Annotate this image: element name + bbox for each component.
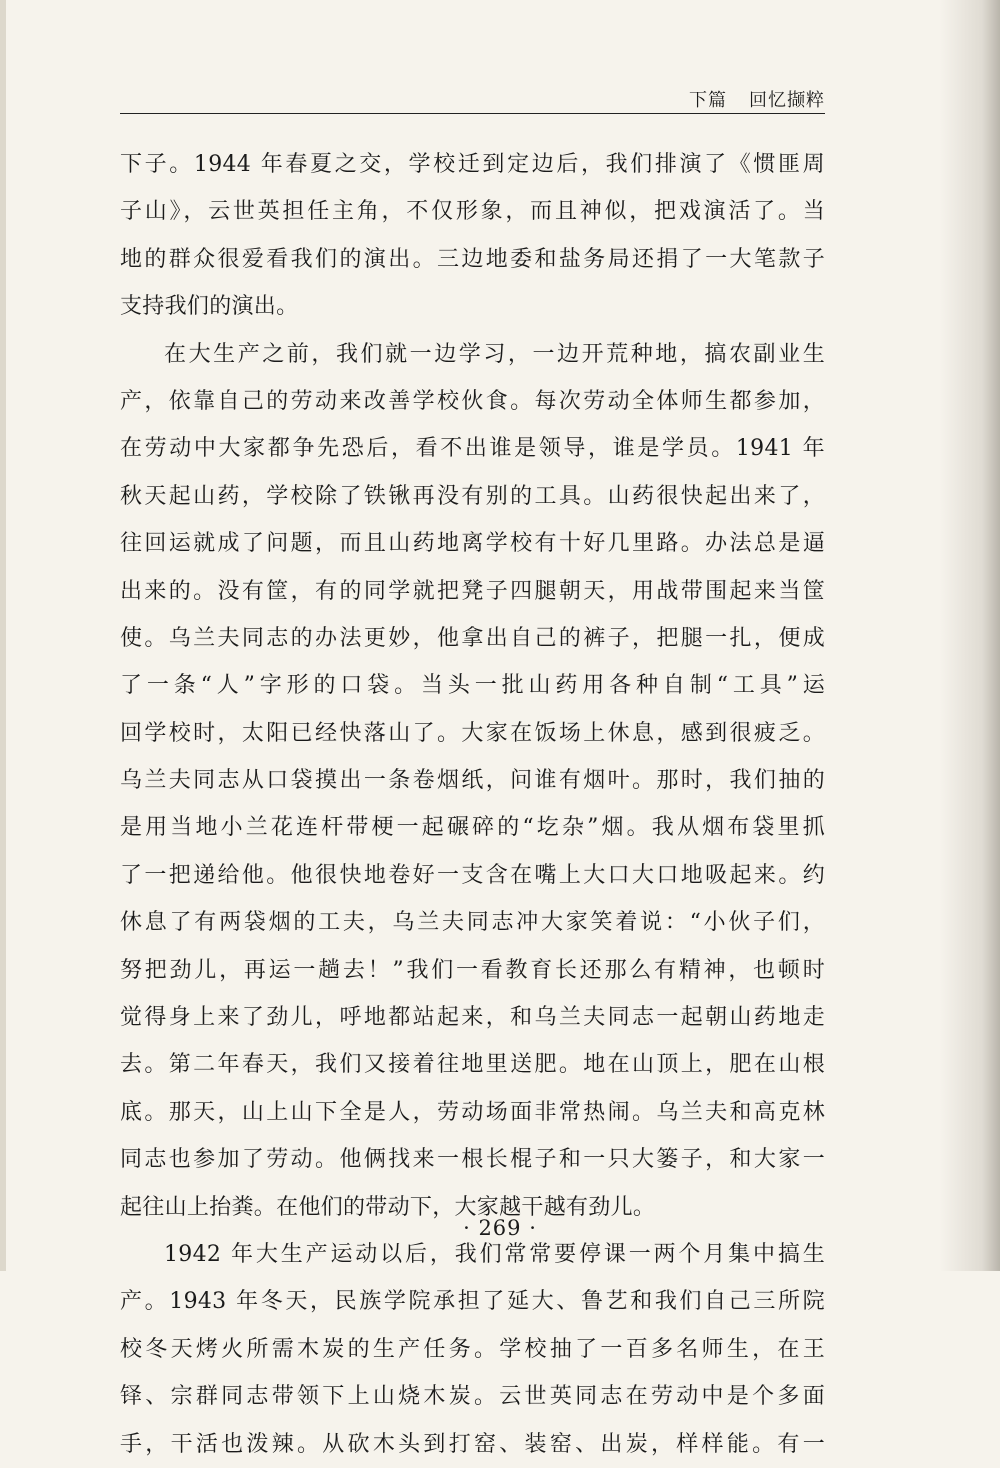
running-header [120, 80, 825, 114]
text-line: 校冬天烤火所需木炭的生产任务。学校抽了一百多名师生，在王 [120, 1336, 825, 1362]
text-line: 下子。1944 年春夏之交，学校迁到定边后，我们排演了《惯匪周 [120, 152, 825, 177]
header-text [689, 86, 825, 112]
text-line: 在劳动中大家都争先恐后，看不出谁是领导，谁是学员。1941 年 [120, 436, 825, 462]
text-line: 秋天起山药，学校除了铁锹再没有别的工具。山药很快起出来了， [120, 483, 825, 509]
page-gutter-shadow [940, 0, 1000, 1271]
text-line: 子山》，云世英担任主角，不仅形象，而且神似，把戏演活了。当 [120, 199, 825, 225]
text-line: 支持我们的演出。 [120, 294, 299, 320]
text-line: 使。乌兰夫同志的办法更妙，他拿出自己的裤子，把腿一扎，便成 [120, 625, 825, 651]
text-line: 1942 年大生产运动以后，我们常常要停课一两个月集中搞生 [164, 1241, 825, 1267]
text-line: 回学校时，太阳已经快落山了。大家在饭场上休息，感到很疲乏。 [120, 720, 825, 746]
header-part: 下篇 [689, 90, 727, 111]
page-edge [0, 0, 6, 1271]
text-line: 往回运就成了问题，而且山药地离学校有十好几里路。办法总是逼 [120, 531, 825, 557]
text-line: 同志也参加了劳动。他俩找来一根长棍子和一只大篓子，和大家一 [120, 1147, 825, 1173]
text-line: 了一把递给他。他很快地卷好一支含在嘴上大口大口地吸起来。约 [120, 862, 825, 888]
text-line: 了一条“人”字形的口袋。当头一批山药用各种自制“工具”运 [120, 673, 825, 699]
body-text [120, 141, 825, 1468]
text-line: 乌兰夫同志从口袋摸出一条卷烟纸，问谁有烟叶。那时，我们抽的 [120, 768, 825, 794]
text-line: 去。第二年春天，我们又接着往地里送肥。地在山顶上，肥在山根 [120, 1052, 825, 1078]
text-line: 手，干活也泼辣。从砍木头到打窑、装窑、出炭，样样能。有一 [120, 1431, 825, 1457]
text-line: 是用当地小兰花连杆带梗一起碾碎的“圪杂”烟。我从烟布袋里抓 [120, 815, 825, 841]
page-number: · 269 · [463, 1216, 537, 1240]
text-line: 产。1943 年冬天，民族学院承担了延大、鲁艺和我们自己三所院 [120, 1289, 825, 1315]
header-title: 回忆撷粹 [749, 90, 825, 111]
text-line: 铎、宗群同志带领下上山烧木炭。云世英同志在劳动中是个多面 [120, 1384, 825, 1410]
header-rule [120, 113, 825, 114]
text-line: 起往山上抬粪。在他们的带动下，大家越干越有劲儿。 [120, 1194, 656, 1220]
text-line: 在大生产之前，我们就一边学习，一边开荒种地，搞农副业生 [164, 341, 825, 367]
text-line: 出来的。没有筐，有的同学就把凳子四腿朝天，用战带围起来当筐 [120, 578, 825, 604]
text-line: 觉得身上来了劲儿，呼地都站起来，和乌兰夫同志一起朝山药地走 [120, 1005, 825, 1031]
text-line: 努把劲儿，再运一趟去！”我们一看教育长还那么有精神，也顿时 [120, 957, 825, 983]
text-line: 休息了有两袋烟的工夫，乌兰夫同志冲大家笑着说：“小伙子们， [120, 910, 825, 936]
text-line: 底。那天，山上山下全是人，劳动场面非常热闹。乌兰夫和高克林 [120, 1099, 825, 1125]
text-line: 产，依靠自己的劳动来改善学校伙食。每次劳动全体师生都参加， [120, 388, 825, 414]
text-line: 地的群众很爱看我们的演出。三边地委和盐务局还捐了一大笔款子 [120, 246, 825, 272]
